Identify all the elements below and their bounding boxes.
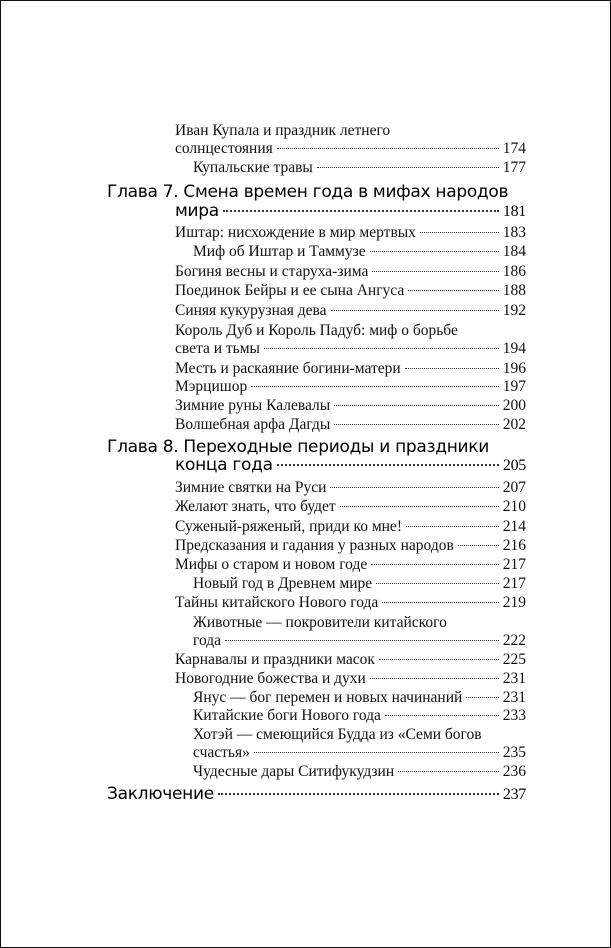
dot-leader [334, 405, 499, 406]
toc-entry-ivan-kupala[interactable] [175, 140, 526, 158]
dot-leader [385, 715, 499, 716]
page-number: 231 [502, 670, 526, 687]
dot-leader [372, 271, 498, 272]
toc-entry-label: света и тьмы [175, 340, 260, 357]
toc-entry-kupalskie-travy[interactable] [193, 159, 526, 177]
toc-entry-label: Мэрцишор [175, 378, 248, 395]
page-number: 188 [502, 282, 526, 299]
page-number: 236 [502, 763, 526, 780]
toc-entry-predskazaniya[interactable] [175, 537, 526, 555]
toc-entry-label: солнцестояния [175, 140, 273, 157]
toc-entry-arfa-dagdy[interactable] [175, 416, 526, 434]
toc-entry-boginya-vesny[interactable] [175, 263, 526, 281]
page-number: 216 [502, 537, 526, 554]
toc-entry-label: Волшебная арфа Дагды [175, 416, 331, 433]
dot-leader [379, 659, 499, 660]
page-number: 196 [502, 360, 526, 377]
dot-leader [264, 348, 499, 349]
toc-entry-sinyaya-deva[interactable] [175, 302, 526, 320]
page-number: 219 [502, 594, 526, 611]
page-number: 231 [502, 689, 526, 706]
table-of-contents [1, 1, 610, 947]
toc-entry-karnavaly[interactable] [175, 651, 526, 669]
toc-entry-label: Зимние руны Калевалы [175, 397, 331, 414]
toc-entry-label: Хотэй — смеющийся Будда из «Семи богов [193, 726, 482, 743]
toc-entry-label: Купальские травы [193, 159, 313, 176]
toc-entry-zhivotnye[interactable] [193, 632, 526, 650]
toc-entry-label: года [193, 632, 222, 649]
toc-entry-label: Зимние святки на Руси [175, 479, 327, 496]
toc-entry-novogodnie-bozhestva[interactable] [175, 670, 526, 688]
toc-entry-suzhenyi[interactable] [175, 518, 526, 536]
dot-leader [371, 564, 498, 565]
toc-entry-poedinok[interactable] [175, 282, 526, 300]
page-number: 181 [502, 203, 526, 220]
toc-entry-tainy-kitaiskogo[interactable] [175, 594, 526, 612]
dot-leader [330, 487, 498, 488]
toc-entry-label: Синяя кукурузная дева [175, 302, 327, 319]
chapter-title: конца года [175, 455, 273, 475]
toc-entry-label: Чудесные дары Ситифукудзин [193, 763, 395, 780]
dot-leader [277, 148, 499, 149]
toc-entry-mest[interactable] [175, 360, 526, 378]
dot-leader [398, 771, 499, 772]
toc-entry-label: Миф об Иштар и Таммузе [193, 243, 366, 260]
page-number: 233 [502, 707, 526, 724]
page-number: 214 [502, 518, 526, 535]
dot-leader [251, 386, 499, 387]
conclusion-title: Заключение [107, 784, 214, 804]
page-number: 207 [502, 479, 526, 496]
toc-entry-label: Поединок Бейры и ее сына Ангуса [175, 282, 405, 299]
chapter-prefix: Глава 8. [107, 437, 179, 457]
dot-leader [254, 752, 499, 753]
toc-entry-label: Иштар: нисхождение в мир мертвых [175, 224, 416, 241]
toc-entry-label: Китайские боги Нового года [193, 707, 381, 724]
toc-entry-label: Месть и раскаяние богини-матери [175, 360, 401, 377]
page-number: 237 [502, 786, 526, 803]
toc-entry-label: Желают знать, что будет [175, 498, 336, 515]
toc-entry-label: Король Дуб и Король Падуб: миф о борьбе [175, 322, 458, 339]
toc-entry-chudesnye-dary[interactable] [193, 763, 526, 781]
page-number: 217 [502, 556, 526, 573]
chapter-7-heading-line2[interactable] [175, 202, 526, 221]
page-number: 235 [502, 744, 526, 761]
toc-entry-korol-dub[interactable] [175, 340, 526, 358]
chapter-title: Смена времен года в мифах народов [183, 182, 509, 202]
toc-entry-kitaiskie-bogi[interactable] [193, 707, 526, 725]
toc-entry-label: Предсказания и гадания у разных народов [175, 537, 454, 554]
page-number: 202 [502, 416, 526, 433]
chapter-7-heading-line1[interactable] [107, 183, 508, 201]
dot-leader [218, 793, 499, 795]
page-number: 205 [502, 457, 526, 474]
toc-entry-label: Суженый-ряженый, приди ко мне! [175, 518, 402, 535]
dot-leader [408, 290, 499, 291]
toc-entry-mif-ob-ishtar[interactable] [193, 243, 526, 261]
dot-leader [406, 526, 499, 527]
toc-entry-hotei[interactable] [193, 744, 526, 762]
page-number: 192 [502, 302, 526, 319]
page-number: 174 [502, 140, 526, 157]
dot-leader [405, 368, 499, 369]
toc-entry-label: Мифы о старом и новом годе [175, 556, 368, 573]
toc-entry-label: Карнавалы и праздники масок [175, 651, 375, 668]
page-number: 222 [502, 632, 526, 649]
toc-entry-label: Янус — бог перемен и новых начинаний [193, 689, 463, 706]
dot-leader [340, 506, 499, 507]
chapter-prefix: Глава 7. [107, 182, 179, 202]
dot-leader [458, 545, 499, 546]
dot-leader [317, 167, 499, 168]
page-number: 197 [502, 378, 526, 395]
toc-entry-martsishor[interactable] [175, 378, 526, 396]
toc-entry-label: счастья» [193, 744, 250, 761]
dot-leader [331, 310, 499, 311]
page-number: 183 [502, 224, 526, 241]
toc-entry-label: Богиня весны и старуха-зима [175, 263, 369, 280]
page-number: 184 [502, 243, 526, 260]
toc-entry-zhelayut-znat[interactable] [175, 498, 526, 516]
dot-leader [277, 464, 499, 466]
page-number: 194 [502, 340, 526, 357]
toc-entry-label: Животные — покровители китайского [193, 614, 447, 631]
toc-entry-zimnie-svyatki[interactable] [175, 479, 526, 497]
toc-entry-label: Новый год в Древнем мире [193, 575, 373, 592]
dot-leader [225, 640, 499, 641]
page-number: 217 [502, 575, 526, 592]
toc-entry-label: Иван Купала и праздник летнего [175, 122, 391, 139]
dot-leader [420, 232, 499, 233]
dot-leader [370, 251, 499, 252]
chapter-8-heading-line1[interactable] [107, 438, 489, 456]
chapter-8-heading-line2[interactable] [175, 456, 526, 475]
toc-entry-conclusion[interactable] [107, 785, 526, 804]
page-number: 177 [502, 159, 526, 176]
dot-leader [466, 697, 498, 698]
dot-leader [376, 583, 499, 584]
dot-leader [382, 602, 498, 603]
page-number: 200 [502, 397, 526, 414]
page-number: 225 [502, 651, 526, 668]
toc-entry-novyi-god-drevnii[interactable] [193, 575, 526, 593]
page-number: 210 [502, 498, 526, 515]
page-number: 186 [502, 263, 526, 280]
toc-entry-label: Новогодние божества и духи [175, 670, 366, 687]
toc-entry-ishtar[interactable] [175, 224, 526, 242]
chapter-title: Переходные периоды и праздники [183, 437, 489, 457]
toc-entry-zimnie-runy[interactable] [175, 397, 526, 415]
dot-leader [223, 210, 499, 212]
toc-entry-yanus[interactable] [193, 689, 526, 707]
toc-entry-mify-o-gode[interactable] [175, 556, 526, 574]
toc-entry-label: Тайны китайского Нового года [175, 594, 379, 611]
chapter-title: мира [175, 201, 219, 221]
dot-leader [334, 424, 498, 425]
dot-leader [370, 678, 499, 679]
